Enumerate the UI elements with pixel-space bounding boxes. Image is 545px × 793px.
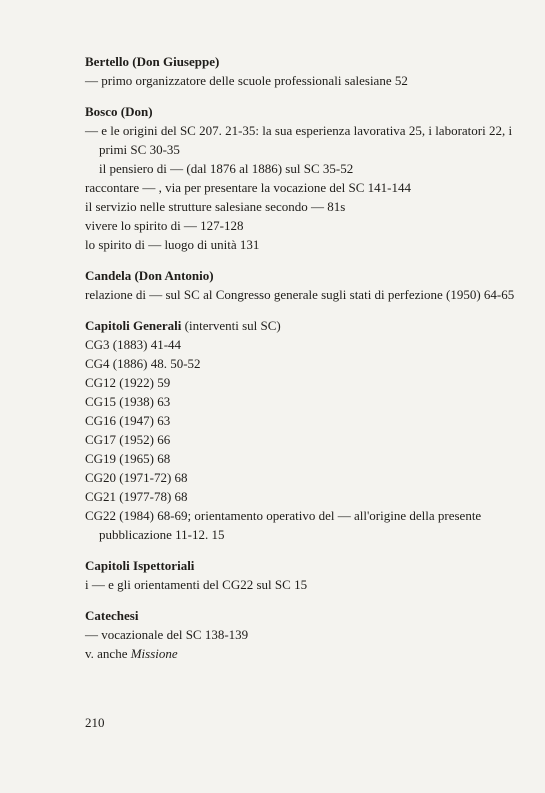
entry-line: lo spirito di — luogo di unità 131 <box>85 237 260 252</box>
entry-line: CG15 (1938) 63 <box>85 394 171 409</box>
entry-heading <box>85 316 515 335</box>
entry-heading: Capitoli Ispettoriali <box>85 558 195 573</box>
entry-line: vivere lo spirito di — 127-128 <box>85 218 244 233</box>
index-entry-bosco <box>85 102 515 254</box>
index-entry-capitoli-generali <box>85 316 515 544</box>
see-also-term: Missione <box>130 646 178 661</box>
index-entry-catechesi <box>85 606 515 663</box>
entry-heading-qualifier: (interventi sul SC) <box>181 318 281 333</box>
entry-heading: Catechesi <box>85 608 139 623</box>
entry-line: il pensiero di — (dal 1876 al 1886) sul SC 35-52 <box>99 161 354 176</box>
entry-line: CG16 (1947) 63 <box>85 413 171 428</box>
entry-line: CG3 (1883) 41-44 <box>85 337 182 352</box>
entry-line: CG4 (1886) 48. 50-52 <box>85 356 201 371</box>
see-also-prefix: v. anche <box>85 646 131 661</box>
index-entry-capitoli-ispettoriali <box>85 556 515 594</box>
entry-line: CG12 (1922) 59 <box>85 375 171 390</box>
entry-line: CG20 (1971-72) 68 <box>85 470 188 485</box>
see-also-line <box>85 644 515 663</box>
entry-line: raccontare — , via per presentare la vocazione del SC 141-144 <box>85 180 411 195</box>
index-entry-bertello <box>85 52 515 90</box>
entry-heading: Bosco (Don) <box>85 104 153 119</box>
entry-line: CG22 (1984) 68-69; orientamento operativo del — all'origine della presente pubblicazione 11-12. 15 <box>85 508 482 542</box>
entry-heading: Candela (Don Antonio) <box>85 268 214 283</box>
entry-line: — primo organizzatore delle scuole professionali salesiane 52 <box>85 73 408 88</box>
entry-line: relazione di — sul SC al Congresso generale sugli stati di perfezione (1950) 64-65 <box>85 287 515 302</box>
entry-line: CG19 (1965) 68 <box>85 451 171 466</box>
analytic-index <box>85 52 515 675</box>
entry-line: — e le origini del SC 207. 21-35: la sua esperienza lavorativa 25, i laboratori 22, i primi SC 30-35 <box>85 123 513 157</box>
entry-line: CG17 (1952) 66 <box>85 432 171 447</box>
entry-line: — vocazionale del SC 138-139 <box>85 627 249 642</box>
entry-line: il servizio nelle strutture salesiane secondo — 81s <box>85 199 346 214</box>
entry-line: i — e gli orientamenti del CG22 sul SC 15 <box>85 577 308 592</box>
entry-line: CG21 (1977-78) 68 <box>85 489 188 504</box>
entry-heading: Bertello (Don Giuseppe) <box>85 54 220 69</box>
entry-heading-term: Capitoli Generali <box>85 318 182 333</box>
index-entry-candela <box>85 266 515 304</box>
page-number: 210 <box>85 715 105 730</box>
